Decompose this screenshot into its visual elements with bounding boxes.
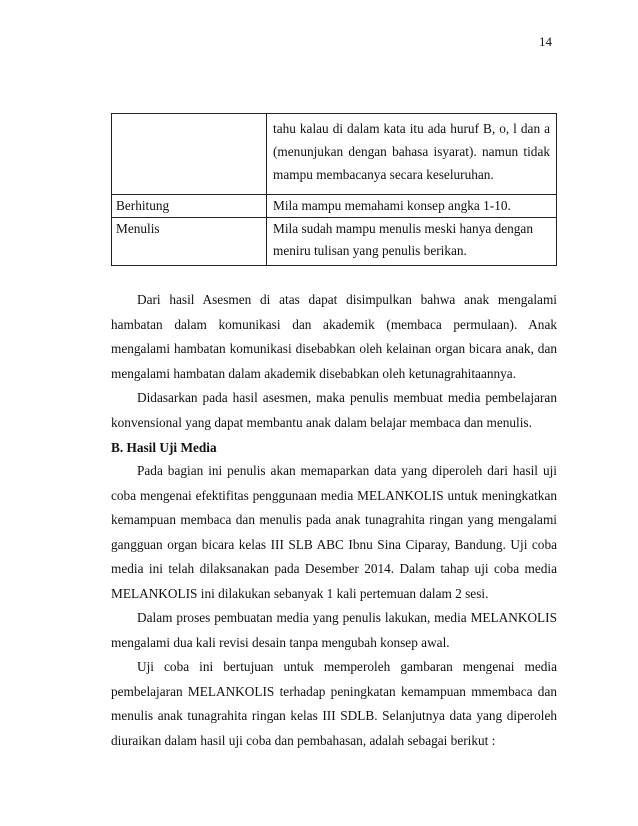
table-cell-result: tahu kalau di dalam kata itu ada huruf B, o, l dan a (menunjukan dengan bahasa isyarat). namun tidak mampu membacanya secara keseluruhan.: [267, 114, 557, 195]
table-cell-result: Mila mampu memahami konsep angka 1-10.: [267, 195, 557, 218]
table-row: [112, 218, 557, 266]
assessment-table: [111, 113, 557, 266]
paragraph-tujuan: Uji coba ini bertujuan untuk memperoleh gambaran mengenai media pembelajaran MELANKOLIS terhadap peningkatan kemampuan mmembaca dan menulis anak tunagrahita ringan kelas III SDLB. Selanjutnya data yang diperoleh diuraikan dalam hasil uji coba dan pembahasan, adalah sebagai berikut :: [111, 659, 557, 748]
paragraph-media-creation: Didasarkan pada hasil asesmen, maka penulis membuat media pembelajaran konvensional yang dapat membantu anak dalam belajar membaca dan menulis.: [111, 390, 557, 430]
paragraph-uji-coba-intro: Pada bagian ini penulis akan memaparkan data yang diperoleh dari hasil uji coba mengenai efektifitas penggunaan media MELANKOLIS untuk meningkatkan kemampuan membaca dan menulis pada anak tunagrahita ringan yang mengalami gangguan organ bicara kelas III SLB ABC Ibnu Sina Ciparay, Bandung. Uji coba media ini telah dilaksanakan pada Desember 2014. Dalam tahap uji coba media MELANKOLIS ini dilakukan sebanyak 1 kali pertemuan dalam 2 sesi.: [111, 463, 557, 601]
page-number: 14: [539, 34, 552, 49]
table-cell-aspect: Berhitung: [112, 195, 267, 218]
table-cell-aspect: Menulis: [112, 218, 267, 266]
section-heading: B. Hasil Uji Media: [111, 440, 217, 455]
table-row: [112, 195, 557, 218]
table-row: [112, 114, 557, 195]
paragraph-asesmen-conclusion: Dari hasil Asesmen di atas dapat disimpulkan bahwa anak mengalami hambatan dalam komunikasi dan akademik (membaca permulaan). Anak mengalami hambatan komunikasi disebabkan oleh kelainan organ bicara anak, dan mengalami hambatan dalam akademik disebabkan oleh ketunagrahitaannya.: [111, 292, 557, 381]
table-cell-aspect: [112, 114, 267, 195]
paragraph-revisi: Dalam proses pembuatan media yang penulis lakukan, media MELANKOLIS mengalami dua kali revisi desain tanpa mengubah konsep awal.: [111, 610, 557, 650]
table-cell-result: Mila sudah mampu menulis meski hanya dengan meniru tulisan yang penulis berikan.: [267, 218, 557, 266]
